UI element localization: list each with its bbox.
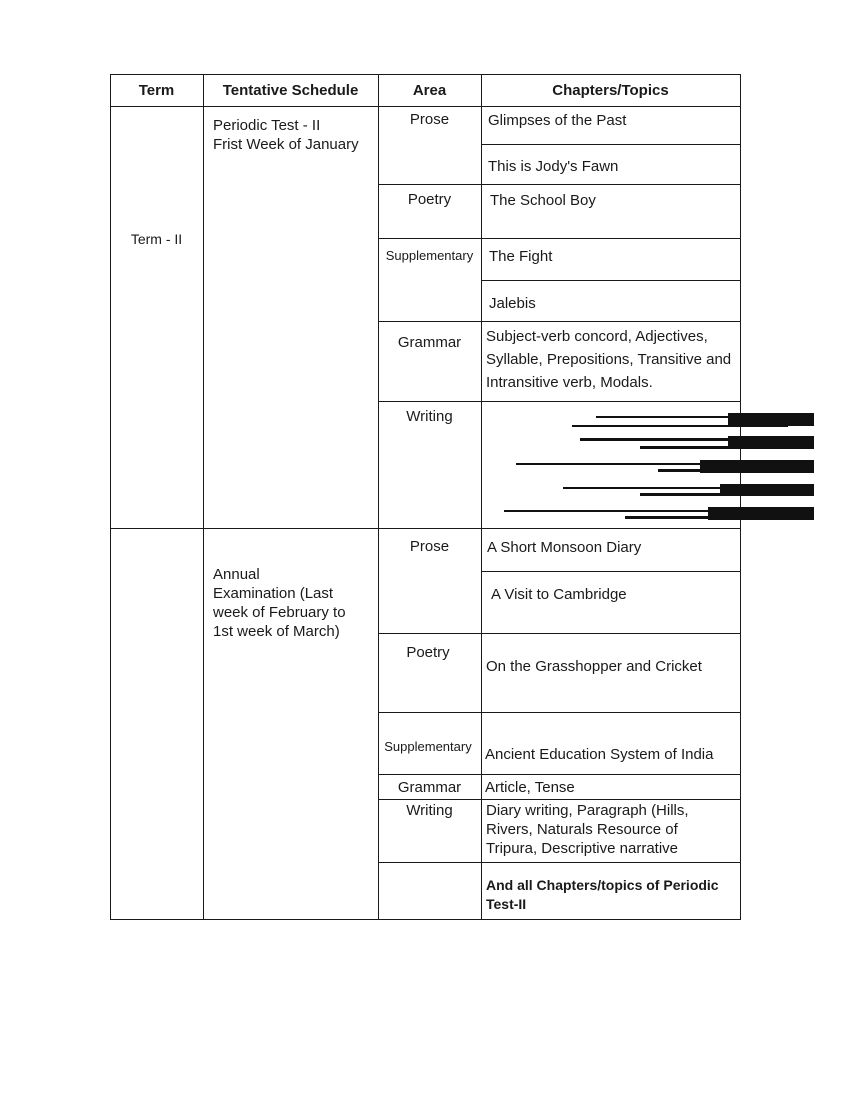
table-top-border xyxy=(110,74,741,75)
row-divider xyxy=(378,712,741,713)
area-grammar: Grammar xyxy=(397,779,462,796)
area-prose: Prose xyxy=(409,111,450,128)
area-prose: Prose xyxy=(409,538,450,555)
schedule-periodic-line2: Frist Week of January xyxy=(213,136,359,153)
chapter-item: On the Grasshopper and Cricket xyxy=(486,658,702,675)
row-divider xyxy=(378,184,741,185)
row-divider xyxy=(378,321,741,322)
area-grammar: Grammar xyxy=(397,334,462,351)
chapter-item: A Short Monsoon Diary xyxy=(487,539,642,556)
table-left-border xyxy=(110,74,111,920)
schedule-periodic-line1: Periodic Test - II xyxy=(213,117,321,134)
header-term: Term xyxy=(138,82,175,99)
row-divider xyxy=(481,571,741,572)
schedule-annual-line3: week of February to xyxy=(213,604,346,621)
area-column-border xyxy=(481,74,482,920)
area-poetry: Poetry xyxy=(407,191,452,208)
area-writing: Writing xyxy=(406,408,453,425)
area-writing: Writing xyxy=(406,802,453,819)
chapter-item: Rivers, Naturals Resource of xyxy=(486,821,678,838)
chapter-item: Ancient Education System of India xyxy=(485,746,714,763)
chapter-item: This is Jody's Fawn xyxy=(488,158,619,175)
term-section-divider xyxy=(110,528,741,529)
final-note-line1: And all Chapters/topics of Periodic xyxy=(486,877,719,893)
chapter-item: The School Boy xyxy=(490,192,596,209)
chapter-item: Tripura, Descriptive narrative xyxy=(486,840,679,857)
chapter-item: Subject-verb concord, Adjectives, xyxy=(486,328,708,345)
final-note-line2: Test-II xyxy=(486,896,527,912)
chapter-item: Article, Tense xyxy=(485,779,575,796)
area-supplementary: Supplementary xyxy=(384,739,472,754)
row-divider xyxy=(378,633,741,634)
chapter-item: The Fight xyxy=(489,248,553,265)
header-chapters: Chapters/Topics xyxy=(552,82,669,99)
schedule-annual-line2: Examination (Last xyxy=(213,585,334,602)
row-divider xyxy=(481,280,741,281)
table-right-border xyxy=(740,74,741,920)
term-column-border xyxy=(203,74,204,920)
table-bottom-border xyxy=(110,919,741,920)
row-divider xyxy=(481,144,741,145)
area-supplementary: Supplementary xyxy=(385,248,474,263)
area-poetry: Poetry xyxy=(406,644,450,661)
schedule-annual-line1: Annual xyxy=(213,566,260,583)
row-divider xyxy=(378,401,741,402)
row-divider xyxy=(378,774,741,775)
header-bottom-border xyxy=(110,106,741,107)
chapter-item: Jalebis xyxy=(489,295,536,312)
chapter-item: Syllable, Prepositions, Transitive and xyxy=(486,351,732,368)
header-area: Area xyxy=(412,82,447,99)
chapter-item: Diary writing, Paragraph (Hills, xyxy=(486,802,689,819)
row-divider xyxy=(378,799,741,800)
row-divider xyxy=(378,238,741,239)
row-divider xyxy=(378,862,741,863)
header-schedule: Tentative Schedule xyxy=(222,82,359,99)
chapter-item: Glimpses of the Past xyxy=(488,112,627,129)
term-label: Term - II xyxy=(130,231,183,247)
chapter-item: A Visit to Cambridge xyxy=(491,586,627,603)
chapter-item: Intransitive verb, Modals. xyxy=(486,374,653,391)
schedule-annual-line4: 1st week of March) xyxy=(213,623,340,640)
